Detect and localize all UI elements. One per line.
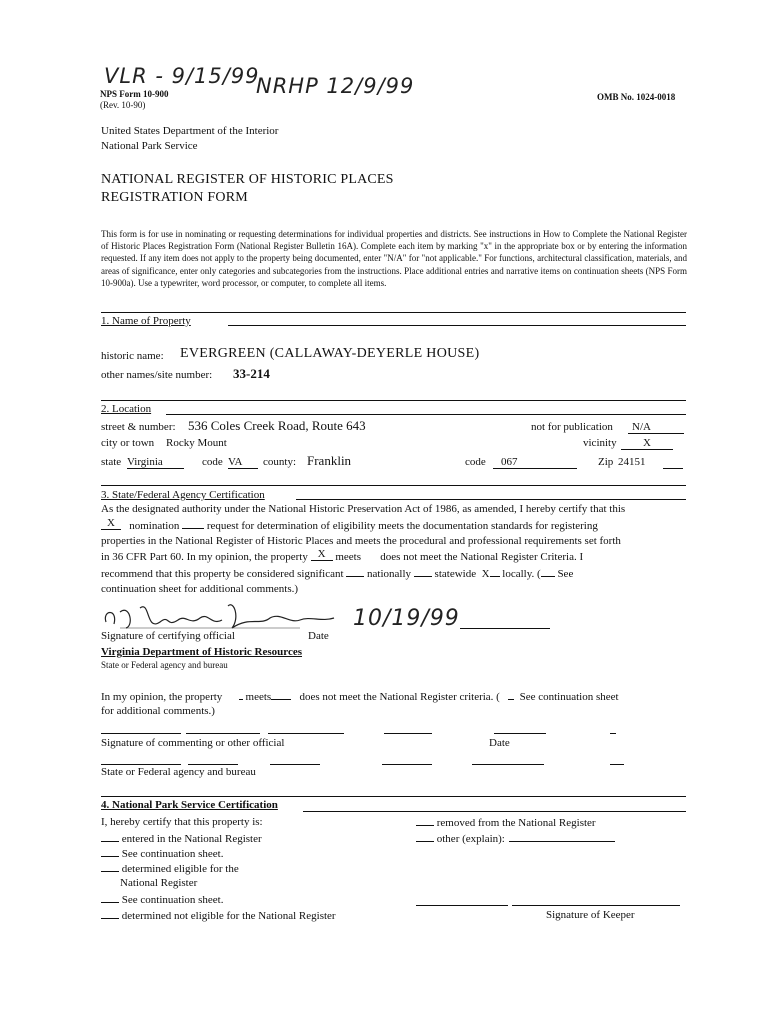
vicinity-text: X	[643, 437, 651, 449]
historic-name-label: historic name:	[101, 350, 164, 362]
request-check	[182, 519, 204, 529]
zip-blank	[663, 468, 683, 469]
city-value: Rocky Mount	[166, 437, 227, 449]
vicinity-value	[621, 437, 673, 450]
keeper-item-entered	[101, 832, 262, 845]
cert-line-6: continuation sheet for additional comments.)	[101, 583, 299, 595]
removed-label: removed from the National Register	[436, 817, 596, 829]
opinion-text: In my opinion, the property	[101, 691, 223, 703]
state-code-value: VA	[228, 456, 258, 469]
county-code-value	[493, 456, 577, 469]
keeper-item-nr: National Register	[120, 877, 198, 889]
opinion-dnm-check	[271, 690, 291, 700]
entered-label: entered in the National Register	[121, 833, 262, 845]
other-label: other (explain):	[436, 833, 505, 845]
opinion-comments: for additional comments.)	[101, 705, 215, 717]
locally-label: locally. (	[502, 568, 541, 580]
not-eligible-label: determined not eligible for the National Register	[121, 910, 336, 922]
opinion-dnm-label: does not meet the National Register criteria. (	[299, 691, 500, 703]
agency2-blank-4	[382, 764, 432, 765]
opinion-meets-check	[239, 690, 243, 700]
county-value: Franklin	[307, 453, 352, 468]
section-2-heading: 2. Location	[101, 403, 152, 415]
keeper-item-removed	[416, 816, 596, 829]
opinion-see-check	[508, 690, 514, 700]
state-label: state	[101, 456, 122, 468]
eligible-label: determined eligible for the	[121, 863, 239, 875]
signature-date: 10/19/99	[353, 606, 460, 631]
section-3-heading: 3. State/Federal Agency Certification	[101, 489, 265, 501]
cert-line-2	[101, 519, 598, 532]
does-not-meet-label: does not meet the National Register Criteria. I	[380, 551, 584, 563]
comment-sig-label: Signature of commenting or other official	[101, 737, 285, 749]
form-title-line1: NATIONAL REGISTER OF HISTORIC PLACES	[101, 172, 394, 187]
form-number: NPS Form 10-900	[100, 89, 169, 99]
keeper-item-not-eligible	[101, 909, 336, 922]
statewide-check	[414, 567, 432, 577]
state-value: Virginia	[127, 456, 184, 469]
street-value: 536 Coles Creek Road, Route 643	[188, 418, 366, 433]
agency2-blank-5	[472, 764, 544, 765]
agency2-blank-1	[101, 764, 181, 765]
sig-date-blank	[460, 628, 550, 629]
nomination-check-x: X	[107, 517, 115, 529]
agency-name: Virginia Department of Historic Resources	[101, 646, 303, 658]
not-for-publication-value	[628, 421, 684, 434]
cert-line-4	[101, 548, 584, 563]
see-check	[541, 567, 555, 577]
see2-label: See continuation sheet.	[121, 894, 224, 906]
section-2-top-rule	[101, 400, 686, 401]
cert-line-4a: in 36 CFR Part 60. In my opinion, the property	[101, 551, 308, 563]
other-check	[416, 832, 434, 842]
keeper-sig-blank-1	[416, 905, 508, 906]
nomination-check	[101, 517, 121, 530]
keeper-item-see1	[101, 847, 223, 860]
other-explain-blank	[509, 832, 615, 842]
omb-number: OMB No. 1024-0018	[597, 92, 676, 102]
form-title-line2: REGISTRATION FORM	[101, 190, 248, 205]
agency2-blank-6	[610, 764, 624, 765]
request-label: request for determination of eligibility meets the documentation standards for registering	[206, 520, 598, 532]
state-code-label: code	[202, 456, 223, 468]
removed-check	[416, 816, 434, 826]
meets-check	[311, 548, 333, 561]
section-4-rule	[303, 811, 686, 812]
zip-label: Zip	[598, 456, 614, 468]
section-2-rule	[166, 414, 686, 415]
comment-sig-blank-4	[384, 733, 432, 734]
nomination-label: nomination	[129, 520, 180, 532]
see1-label: See continuation sheet.	[121, 848, 224, 860]
nationally-check	[346, 567, 364, 577]
historic-name-value: EVERGREEN (CALLAWAY-DEYERLE HOUSE)	[180, 346, 480, 361]
agency2-blank-2	[188, 764, 238, 765]
locally-check	[490, 567, 500, 577]
sig-date-label: Date	[308, 630, 329, 642]
entered-check	[101, 832, 119, 842]
section-4-top-rule	[101, 796, 686, 797]
statewide-label: statewide	[434, 568, 477, 580]
other-names-value: 33-214	[233, 366, 270, 381]
not-for-publication-text: N/A	[632, 421, 651, 433]
section-3-rule	[296, 499, 686, 500]
county-code-text: 067	[501, 456, 518, 468]
recommend-text: recommend that this property be considered significant	[101, 568, 344, 580]
service: National Park Service	[101, 140, 198, 152]
county-label: county:	[263, 456, 296, 468]
city-label: city or town	[101, 437, 155, 449]
keeper-sig-blank-2	[512, 905, 680, 906]
agency2-blank-3	[270, 764, 320, 765]
vlr-annotation: VLR - 9/15/99	[104, 64, 260, 88]
agency2-label: State or Federal agency and bureau	[101, 766, 256, 778]
not-eligible-check	[101, 909, 119, 919]
keeper-intro: I, hereby certify that this property is:	[101, 816, 263, 828]
cert-line-3: properties in the National Register of Historic Places and meets the procedural and professional requirements set forth	[101, 535, 621, 547]
department: United States Department of the Interior	[101, 125, 279, 137]
see-label: See	[557, 568, 574, 580]
other-names-label: other names/site number:	[101, 369, 213, 381]
street-label: street & number:	[101, 421, 176, 433]
cert-line-5	[101, 567, 573, 580]
opinion-meets-label: meets	[245, 691, 272, 703]
county-code-label: code	[465, 456, 486, 468]
nrhp-annotation: NRHP 12/9/99	[256, 74, 415, 98]
see1-check	[101, 847, 119, 857]
see2-check	[101, 893, 119, 903]
meets-check-x: X	[317, 548, 326, 560]
meets-label: meets	[335, 551, 362, 563]
sig-certifying-label: Signature of certifying official	[101, 630, 235, 642]
opinion-line	[101, 690, 619, 703]
not-for-publication-label: not for publication	[531, 421, 613, 433]
locally-check-x: X	[481, 568, 490, 580]
comment-sig-blank-1	[101, 733, 181, 734]
instructions-paragraph: This form is for use in nominating or requesting determinations for individual properties and districts. See instructions in How to Complete the National Register of Historic Places Registration Form (National Register Bulletin 16A). Complete each item by marking "x" in the appropriate box or by entering the information requested. If any item does not apply to the property being documented, enter "N/A" for "not applicable." For functions, architectural classification, materials, and areas of significance, enter only categories and subcategories from the instructions. Place additional entries and narrative items on continuation sheets (NPS Form 10-900a). Use a typewriter, word processor, or computer, to complete all items.	[101, 229, 687, 288]
section-3-top-rule	[101, 485, 686, 486]
opinion-see-label: See continuation sheet	[519, 691, 619, 703]
zip-value: 24151	[618, 456, 646, 468]
keeper-sig-label: Signature of Keeper	[546, 909, 635, 921]
cert-line-1: As the designated authority under the National Historic Preservation Act of 1986, as amended, I hereby certify that this	[101, 503, 626, 515]
vicinity-label: vicinity	[583, 437, 617, 449]
section-1-top-rule	[101, 312, 686, 313]
section-1-heading: 1. Name of Property	[101, 315, 191, 327]
section-4-heading: 4. National Park Service Certification	[101, 799, 278, 811]
keeper-item-other	[416, 832, 615, 845]
comment-sig-blank-6	[610, 733, 616, 734]
comment-sig-blank-3	[268, 733, 344, 734]
form-revision: (Rev. 10-90)	[100, 100, 146, 110]
eligible-check	[101, 862, 119, 872]
comment-date-label: Date	[489, 737, 510, 749]
comment-sig-blank-2	[186, 733, 260, 734]
keeper-item-eligible	[101, 862, 239, 875]
nationally-label: nationally	[367, 568, 412, 580]
comment-sig-blank-5	[494, 733, 546, 734]
section-1-rule	[228, 325, 686, 326]
agency-label: State or Federal agency and bureau	[101, 660, 228, 670]
keeper-item-see2	[101, 893, 223, 906]
